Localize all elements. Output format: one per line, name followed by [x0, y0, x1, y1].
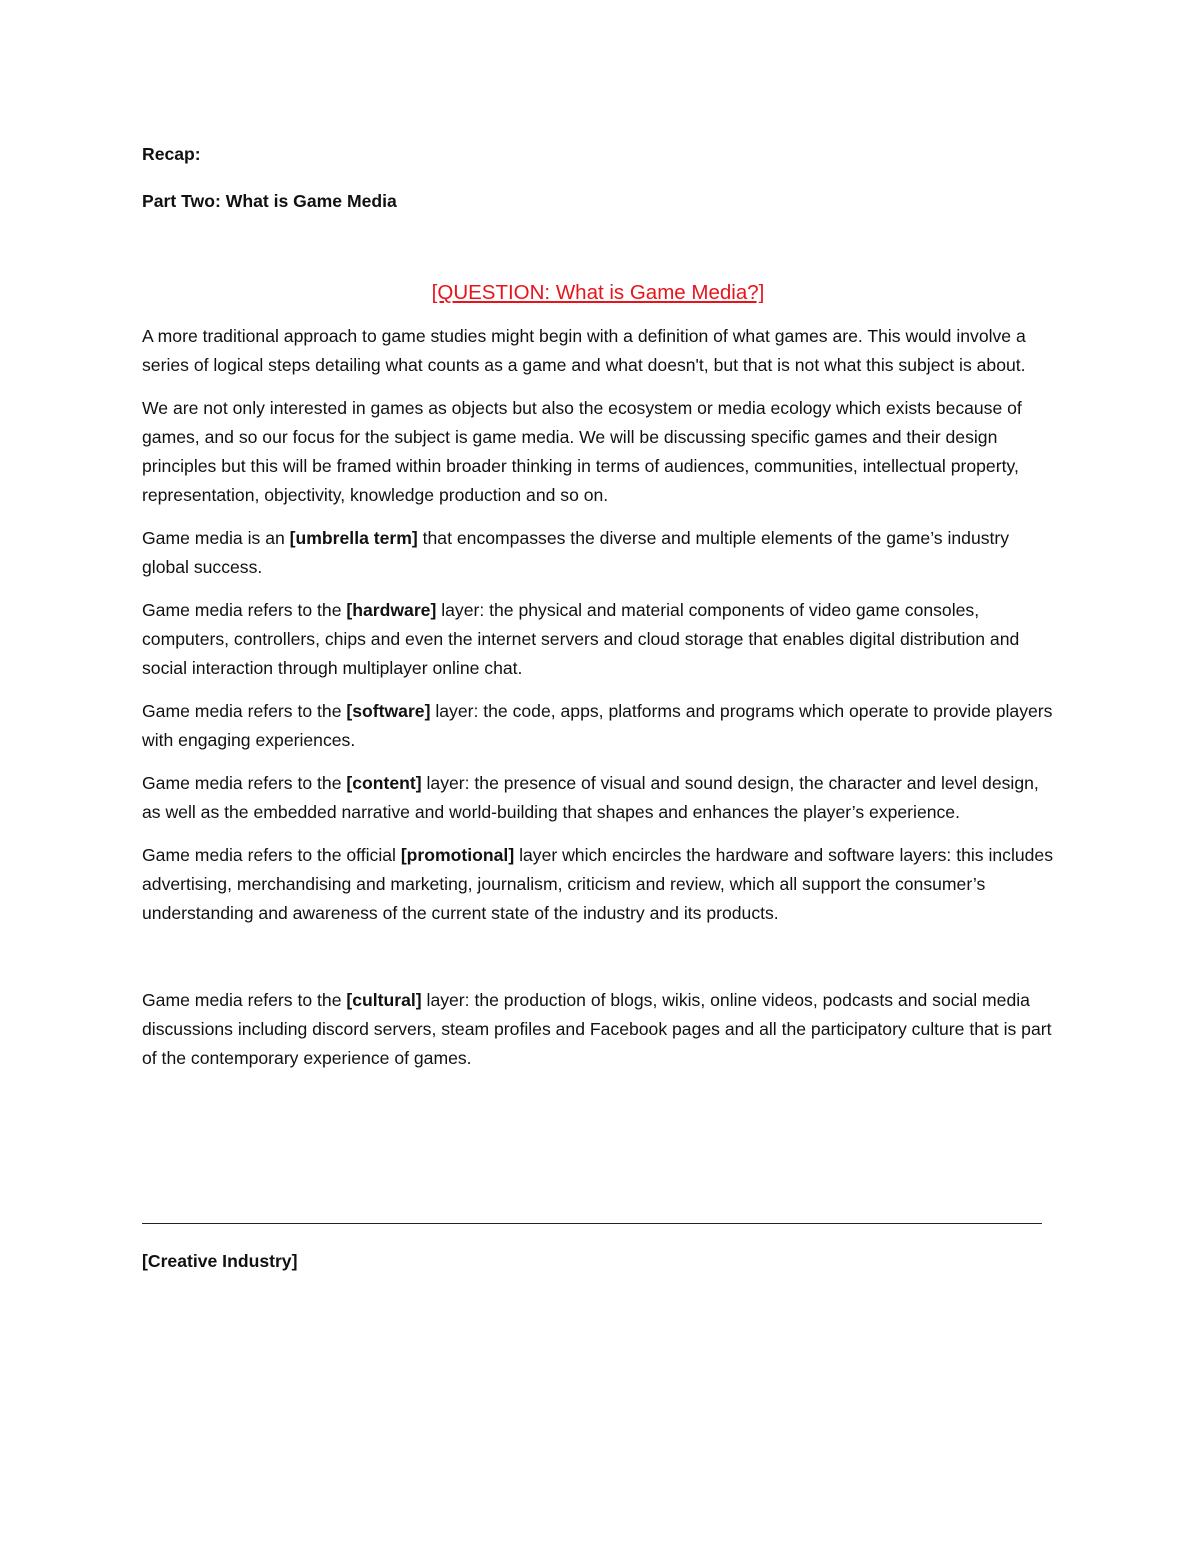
document-body	[142, 140, 1054, 1087]
paragraph-text: Game media refers to the official	[142, 845, 401, 865]
term-software: [software]	[346, 701, 431, 721]
paragraph-text: layer: the production of blogs, wikis, online videos, podcasts and social media discussions including discord servers, steam profiles and Facebook pages and all the participatory culture that is part of the contemporary experience of games.	[142, 990, 1052, 1068]
umbrella-term-paragraph	[142, 524, 1054, 582]
paragraph-text: Game media refers to the	[142, 600, 347, 620]
content-layer-paragraph	[142, 769, 1054, 827]
hardware-layer-paragraph	[142, 596, 1054, 683]
paragraph-text: Game media is an	[142, 528, 290, 548]
question-heading: [QUESTION: What is Game Media?]	[431, 281, 765, 304]
cultural-layer-paragraph	[142, 986, 1054, 1073]
term-promotional: [promotional]	[400, 845, 515, 865]
horizontal-divider	[142, 1223, 1042, 1224]
part-title: Part Two: What is Game Media	[142, 191, 397, 211]
promotional-layer-paragraph	[142, 841, 1054, 928]
paragraph-text: layer: the physical and material components of video game consoles, computers, controllers, chips and even the internet servers and cloud storage that enables digital distribution and social interaction through multiplayer online chat.	[142, 600, 1020, 678]
term-cultural: [cultural]	[346, 990, 422, 1010]
recap-heading: Recap:	[142, 144, 201, 164]
paragraph-text: layer: the presence of visual and sound design, the character and level design, as well as the embedded narrative and world-building that shapes and enhances the player’s experience.	[142, 773, 1039, 822]
paragraph-text: that encompasses the diverse and multiple elements of the game’s industry global success.	[142, 528, 1010, 577]
term-content: [content]	[346, 773, 422, 793]
term-hardware: [hardware]	[346, 600, 437, 620]
paragraph-text: Game media refers to the	[142, 773, 347, 793]
paragraph-spacer	[142, 942, 1054, 986]
term-umbrella: [umbrella term]	[289, 528, 418, 548]
focus-paragraph: We are not only interested in games as objects but also the ecosystem or media ecology which exists because of games, and so our focus for the subject is game media. We will be discussing specific games and their design principles but this will be framed within broader thinking in terms of audiences, communities, intellectual property, representation, objectivity, knowledge production and so on.	[142, 398, 1022, 505]
paragraph-text: layer: the code, apps, platforms and programs which operate to provide players with engaging experiences.	[142, 701, 1053, 750]
paragraph-text: layer which encircles the hardware and software layers: this includes advertising, merchandising and marketing, journalism, criticism and review, which all support the consumer’s understanding and awareness of the current state of the industry and its products.	[142, 845, 1054, 923]
intro-paragraph: A more traditional approach to game studies might begin with a definition of what games are. This would involve a series of logical steps detailing what counts as a game and what doesn't, but that is not what this subject is about.	[142, 326, 1026, 375]
software-layer-paragraph	[142, 697, 1054, 755]
paragraph-text: Game media refers to the	[142, 701, 347, 721]
creative-industry-heading: [Creative Industry]	[142, 1251, 298, 1271]
paragraph-text: Game media refers to the	[142, 990, 347, 1010]
